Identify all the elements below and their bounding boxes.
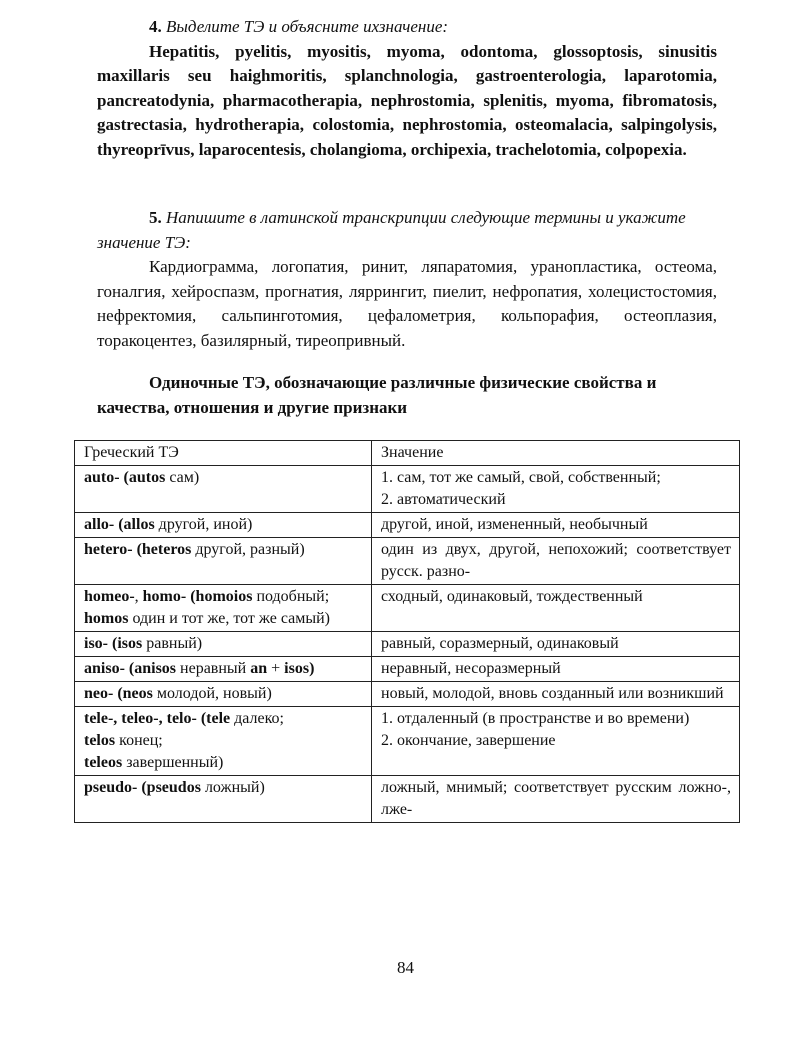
greek-term-cell bbox=[75, 513, 372, 538]
greek-term-line bbox=[84, 752, 363, 774]
greek-term: an bbox=[250, 660, 268, 677]
table-header-row bbox=[75, 441, 740, 466]
greek-term-gloss: ложный) bbox=[200, 779, 265, 796]
greek-term-cell bbox=[75, 585, 372, 632]
exercise-4 bbox=[97, 15, 717, 162]
greek-term-line bbox=[84, 683, 363, 705]
greek-term-gloss: неравный bbox=[176, 660, 251, 677]
column-header-meaning: Значение bbox=[372, 441, 740, 466]
term-elements-table bbox=[74, 440, 740, 823]
meaning-cell bbox=[372, 776, 740, 823]
column-header-greek: Греческий ТЭ bbox=[75, 441, 372, 466]
greek-term-cell bbox=[75, 538, 372, 585]
table-body bbox=[75, 466, 740, 823]
greek-term-gloss: молодой, новый) bbox=[152, 685, 272, 702]
exercise-4-header bbox=[97, 15, 717, 40]
table-row bbox=[75, 538, 740, 585]
meaning-line: 2. окончание, завершение bbox=[381, 732, 556, 749]
greek-term: teleos bbox=[84, 754, 123, 771]
exercise-5 bbox=[97, 206, 717, 353]
exercise-5-number: 5. bbox=[149, 208, 162, 227]
greek-term-gloss: один и тот же, тот же самый) bbox=[128, 610, 330, 627]
exercise-5-instruction: Напишите в латинской транскрипции следующие термины и укажите значение ТЭ: bbox=[97, 208, 686, 252]
greek-term: homeo- bbox=[84, 588, 135, 605]
greek-term-gloss: сам) bbox=[165, 469, 200, 486]
greek-term-line bbox=[84, 730, 363, 752]
meaning-cell bbox=[372, 466, 740, 513]
greek-term-gloss: завершенный) bbox=[122, 754, 224, 771]
greek-term-line bbox=[84, 467, 363, 489]
greek-term-line bbox=[84, 514, 363, 536]
meaning-line: сходный, одинаковый, тождественный bbox=[381, 588, 643, 605]
greek-term: allo- (allos bbox=[84, 516, 155, 533]
meaning-line: один из двух, другой, непохожий; соответствует русск. разно- bbox=[381, 541, 731, 580]
greek-term-line bbox=[84, 658, 363, 680]
greek-term-gloss: конец; bbox=[115, 732, 163, 749]
greek-term-cell bbox=[75, 657, 372, 682]
meaning-cell bbox=[372, 632, 740, 657]
meaning-line: другой, иной, измененный, необычный bbox=[381, 516, 648, 533]
greek-term-cell bbox=[75, 466, 372, 513]
greek-term: pseudo- (pseudos bbox=[84, 779, 201, 796]
greek-term: tele-, teleo-, telo- (tele bbox=[84, 710, 231, 727]
table-row bbox=[75, 513, 740, 538]
meaning-cell bbox=[372, 513, 740, 538]
meaning-line: новый, молодой, вновь созданный или возникший bbox=[381, 685, 724, 702]
table-row bbox=[75, 682, 740, 707]
meaning-cell bbox=[372, 682, 740, 707]
greek-term-cell bbox=[75, 776, 372, 823]
greek-term-gloss: , bbox=[134, 588, 143, 605]
greek-term: hetero- (heteros bbox=[84, 541, 192, 558]
meaning-line: ложный, мнимый; соответствует русским ложно-, лже- bbox=[381, 779, 731, 818]
greek-term-gloss: подобный; bbox=[252, 588, 330, 605]
greek-term-line bbox=[84, 608, 363, 630]
exercise-5-header bbox=[97, 206, 717, 255]
table-row bbox=[75, 707, 740, 776]
table-row bbox=[75, 585, 740, 632]
exercise-5-terms: Кардиограмма, логопатия, ринит, ляпаратомия, уранопластика, остеома, гоналгия, хейроспазм, прогнатия, ляррингит, пиелит, нефропатия, холецистостомия, нефректомия, сальпинготомия, цефалометрия, кольпорафия, остеоплазия, торакоцентез, базилярный, тиреопривный. bbox=[97, 257, 717, 350]
meaning-cell bbox=[372, 585, 740, 632]
table-row bbox=[75, 776, 740, 823]
table-row bbox=[75, 632, 740, 657]
table-row bbox=[75, 466, 740, 513]
section-heading: Одиночные ТЭ, обозначающие различные физические свойства и качества, отношения и другие признаки bbox=[97, 373, 657, 417]
greek-term-gloss: другой, разный) bbox=[191, 541, 305, 558]
meaning-line: 1. отдаленный (в пространстве и во времени) bbox=[381, 710, 690, 727]
greek-term: homo- (homoios bbox=[142, 588, 253, 605]
greek-term-line bbox=[84, 777, 363, 799]
exercise-4-instruction: Выделите ТЭ и объясните ихзначение: bbox=[166, 17, 449, 36]
table-row bbox=[75, 657, 740, 682]
greek-term-gloss: равный) bbox=[142, 635, 203, 652]
exercise-4-number: 4. bbox=[149, 17, 162, 36]
greek-term: iso- (isos bbox=[84, 635, 143, 652]
greek-term-cell bbox=[75, 707, 372, 776]
meaning-cell bbox=[372, 538, 740, 585]
meaning-line: 2. автоматический bbox=[381, 491, 506, 508]
meaning-cell bbox=[372, 657, 740, 682]
greek-term: isos) bbox=[284, 660, 315, 677]
meaning-line: 1. сам, тот же самый, свой, собственный; bbox=[381, 469, 661, 486]
greek-term-line bbox=[84, 633, 363, 655]
greek-term: telos bbox=[84, 732, 116, 749]
exercise-4-terms: Hepatitis, pyelitis, myositis, myoma, odontoma, glossoptosis, sinusitis maxillaris seu haighmoritis, splanchnologia, gastroenterologia, laparotomia, pancreatodynia, pharmacotherapia, nephrostomia, splenitis, myoma, fibromatosis, gastrectasia, hydrotherapia, colostomia, nephrostomia, osteomalacia, salpingolysis, thyreoprīvus, laparocentesis, cholangioma, orchipexia, trachelotomia, colpopexia. bbox=[97, 41, 717, 159]
greek-term: homos bbox=[84, 610, 129, 627]
greek-term-gloss: далеко; bbox=[230, 710, 284, 727]
greek-term-line bbox=[84, 586, 363, 608]
meaning-line: равный, соразмерный, одинаковый bbox=[381, 635, 619, 652]
meaning-cell bbox=[372, 707, 740, 776]
greek-term-cell bbox=[75, 632, 372, 657]
page-number: 84 bbox=[397, 958, 414, 977]
greek-term: neo- (neos bbox=[84, 685, 153, 702]
greek-term: aniso- (anisos bbox=[84, 660, 177, 677]
meaning-line: неравный, несоразмерный bbox=[381, 660, 561, 677]
greek-term-gloss: + bbox=[267, 660, 285, 677]
greek-term-cell bbox=[75, 682, 372, 707]
greek-term: auto- (autos bbox=[84, 469, 166, 486]
greek-term-line bbox=[84, 708, 363, 730]
greek-term-gloss: другой, иной) bbox=[154, 516, 253, 533]
greek-term-line bbox=[84, 539, 363, 561]
